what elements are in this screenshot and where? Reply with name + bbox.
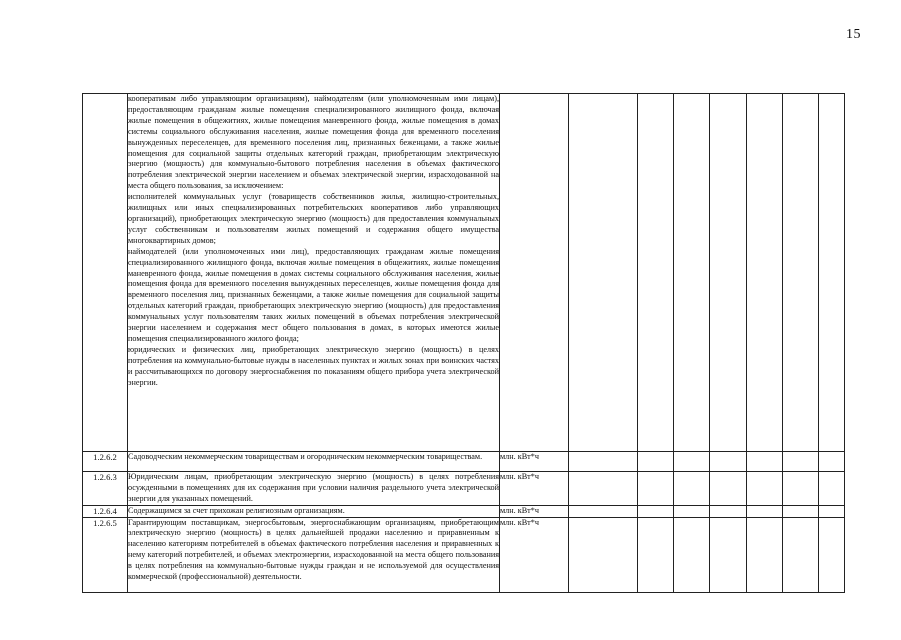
- row-description: Садоводческим некоммерческим товариществам и огородническим некоммерческим товариществам.: [128, 452, 500, 472]
- value-cell: [747, 94, 783, 452]
- value-cell: [710, 506, 747, 518]
- table-row: [83, 452, 845, 472]
- value-cell: [783, 452, 819, 472]
- value-cell: [638, 506, 674, 518]
- value-cell: [569, 452, 638, 472]
- description-paragraph: юридических и физических лиц, приобретающих электрическую энергию (мощность) в целях потребления на коммунально-бытовые нужды в населенных пунктах и жилых зонах при воинских частях и рассчитывающихся по договору энергоснабжения по показаниям общего прибора учета электрической энергии.: [128, 344, 499, 387]
- tariff-table: [82, 93, 845, 593]
- row-code: 1.2.6.4: [83, 506, 128, 518]
- value-cell: [674, 452, 710, 472]
- value-cell: [638, 517, 674, 592]
- row-code: 1.2.6.5: [83, 517, 128, 592]
- value-cell: [674, 94, 710, 452]
- row-unit: млн. кВт*ч: [500, 517, 569, 592]
- page-number: 15: [846, 27, 861, 42]
- value-cell: [638, 94, 674, 452]
- value-cell: [819, 517, 845, 592]
- row-description: [128, 94, 500, 452]
- value-cell: [819, 452, 845, 472]
- row-unit: млн. кВт*ч: [500, 506, 569, 518]
- value-cell: [783, 506, 819, 518]
- value-cell: [783, 472, 819, 506]
- row-unit: млн. кВт*ч: [500, 472, 569, 506]
- value-cell: [710, 517, 747, 592]
- value-cell: [638, 452, 674, 472]
- value-cell: [569, 94, 638, 452]
- row-code: 1.2.6.3: [83, 472, 128, 506]
- value-cell: [710, 94, 747, 452]
- value-cell: [783, 94, 819, 452]
- value-cell: [747, 517, 783, 592]
- value-cell: [747, 506, 783, 518]
- value-cell: [674, 517, 710, 592]
- table-row: [83, 94, 845, 452]
- value-cell: [674, 472, 710, 506]
- row-code: [83, 94, 128, 452]
- value-cell: [638, 472, 674, 506]
- value-cell: [569, 517, 638, 592]
- row-description: Содержащимся за счет прихожан религиозным организациям.: [128, 506, 500, 518]
- value-cell: [569, 472, 638, 506]
- description-paragraph: наймодателей (или уполномоченных ими лиц), предоставляющих гражданам жилые помещения специализированного жилищного фонда, включая жилые помещения в общежитиях, жилые помещения маневренного фонда, жилые помещения в домах системы социального обслуживания населения, жилые помещения фонда для временного поселения вынужденных переселенцев, жилые помещения фонда для временного поселения лиц, признанных беженцами, а также жилые помещения для социальной защиты отдельных категорий граждан, приобретающих электрическую энергию (мощность) для предоставления коммунальных услуг пользователям таких жилых помещений в объемах потребления электрической энергии населением и содержания мест общего пользования в домах, в которых имеются жилые помещения специализированного жилого фонда;: [128, 246, 499, 343]
- value-cell: [569, 506, 638, 518]
- value-cell: [674, 506, 710, 518]
- row-code: 1.2.6.2: [83, 452, 128, 472]
- value-cell: [819, 472, 845, 506]
- description-paragraph: исполнителей коммунальных услуг (товариществ собственников жилья, жилищно-строительных, жилищных или иных специализированных потребительских кооперативов либо управляющих организаций), приобретающих электрическую энергию (мощность) для предоставления коммунальных услуг собственникам и пользователям жилых помещений и содержания общего имущества многоквартирных домов;: [128, 192, 499, 245]
- value-cell: [710, 472, 747, 506]
- value-cell: [819, 94, 845, 452]
- row-description: Гарантирующим поставщикам, энергосбытовым, энергоснабжающим организациям, приобретающим электрическую энергию (мощность) в целях дальнейшей продажи населению и приравненным к населению категориям потребителей в объемах фактического потребления населения и приравненных к нему категорий потребителей, и объемах электроэнергии, израсходованной на места общего пользования в целях потребления на коммунально-бытовые нужды граждан и не используемой для осуществления коммерческой (профессиональной) деятельности.: [128, 517, 500, 592]
- table-row: [83, 517, 845, 592]
- row-unit: млн. кВт*ч: [500, 452, 569, 472]
- value-cell: [747, 452, 783, 472]
- row-unit: [500, 94, 569, 452]
- table-row: [83, 472, 845, 506]
- row-description: Юридическим лицам, приобретающим электрическую энергию (мощность) в целях потребления осужденными в помещениях для их содержания при условии наличия раздельного учета электрической энергии для указанных помещений.: [128, 472, 500, 506]
- table-row: [83, 506, 845, 518]
- value-cell: [747, 472, 783, 506]
- description-paragraph: кооперативам либо управляющим организациям), наймодателям (или уполномоченным ими лицам), предоставляющим гражданам жилые помещения специализированного жилищного фонда, включая жилые помещения в общежитиях, жилые помещения маневренного фонда, жилые помещения в домах системы социального обслуживания населения, жилые помещения фонда для временного поселения вынужденных переселенцев, для временного поселения лиц, признанных беженцами, а также жилые помещения для социальной защиты отдельных категорий граждан, приобретающим электрическую энергию (мощность) для коммунально-бытового потребления населения в объемах фактического потребления электрической энергии населением и объемах электрической энергии, израсходованной на места общего пользования, за исключением:: [128, 94, 499, 191]
- value-cell: [783, 517, 819, 592]
- value-cell: [710, 452, 747, 472]
- value-cell: [819, 506, 845, 518]
